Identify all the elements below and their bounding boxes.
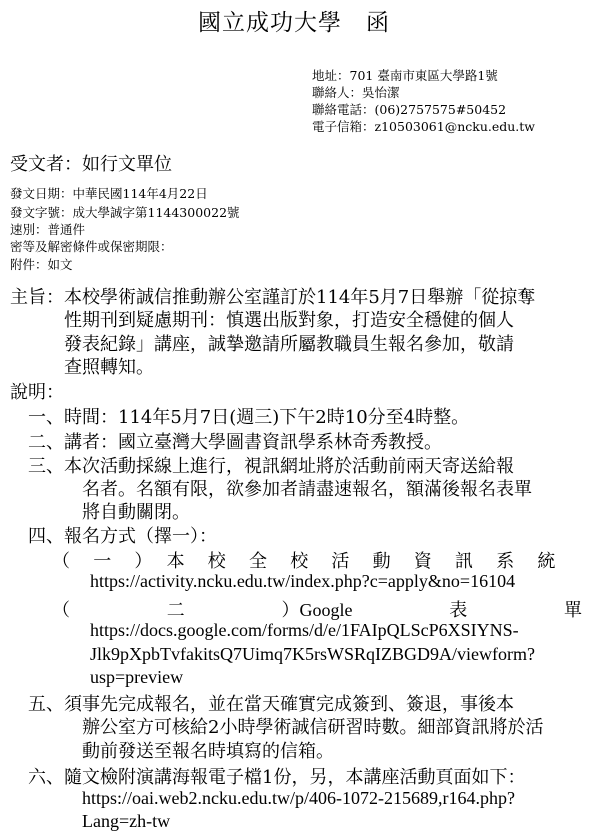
delivery-speed: 速別：普通件	[10, 222, 86, 237]
explanation-item-5-cont: 動前發送至報名時填寫的信箱。	[82, 741, 334, 762]
registration-link-2[interactable]: https://docs.google.com/forms/d/e/1FAIpQLScP6XSIYNS-	[90, 620, 519, 640]
registration-option-1: （ 一 ） 本 校 全 校 活 動 資 訊 系 統	[52, 551, 558, 572]
option-2-number: 二	[166, 600, 185, 621]
explanation-item-2: 二、講者：國立臺灣大學圖書資訊學系林奇秀教授。	[28, 432, 442, 453]
option-2-word: 表	[449, 600, 468, 621]
secrecy-level: 密等及解密條件或保密期限：	[10, 239, 173, 254]
explanation-item-3-cont: 將自動關閉。	[82, 502, 190, 523]
document-title: 國立成功大學 函	[198, 10, 390, 36]
option-2-google: ）Google	[281, 600, 353, 620]
contact-phone: 聯絡電話：(06)2757575#50452	[312, 102, 507, 117]
option-2-word: 單	[564, 600, 582, 621]
option-2-open-paren: （	[52, 600, 70, 621]
subject-line: 發表紀錄」講座，誠摯邀請所屬教職員生報名參加，敬請	[64, 334, 514, 355]
event-page-link[interactable]: https://oai.web2.ncku.edu.tw/p/406-1072-215689,r164.php?	[82, 788, 515, 808]
registration-option-2	[52, 596, 582, 622]
explanation-item-6: 六、隨文檢附演講海報電子檔1份，另，本講座活動頁面如下：	[28, 767, 526, 788]
registration-link-2[interactable]: Jlk9pXpbTvfakitsQ7Uimq7K5rsWSRqIZBGD9A/viewform?	[90, 644, 535, 664]
contact-person: 聯絡人：吳怡潔	[312, 85, 400, 100]
subject-line: 查照轉知。	[64, 357, 154, 378]
explanation-item-4: 四、報名方式（擇一）：	[28, 526, 217, 547]
attachment: 附件：如文	[10, 257, 73, 272]
explanation-item-5: 五、須事先完成報名，並在當天確實完成簽到、簽退，事後本	[28, 694, 514, 715]
issue-number: 發文字號：成大學誠字第1144300022號	[10, 205, 240, 220]
registration-link-2[interactable]: usp=preview	[90, 667, 184, 687]
contact-address: 地址：701 臺南市東區大學路1號	[312, 68, 498, 83]
issue-date: 發文日期：中華民國114年4月22日	[10, 186, 208, 201]
event-page-link[interactable]: Lang=zh-tw	[82, 811, 171, 831]
subject-line: 性期刊到疑慮期刊：慎選出版對象，打造安全穩健的個人	[64, 310, 514, 331]
explanation-item-1: 一、時間：114年5月7日(週三)下午2時10分至4時整。	[28, 407, 470, 428]
explanation-item-5-cont: 辦公室方可核給2小時學術誠信研習時數。細部資訊將於活	[82, 717, 544, 738]
contact-email: 電子信箱：z10503061@ncku.edu.tw	[312, 119, 536, 134]
explanation-item-3-cont: 名者。名額有限，欲參加者請盡速報名，額滿後報名表單	[82, 479, 532, 500]
explanation-label: 說明：	[10, 382, 64, 403]
explanation-item-3: 三、本次活動採線上進行，視訊網址將於活動前兩天寄送給報	[28, 456, 514, 477]
subject-label: 主旨：	[10, 287, 64, 308]
subject-line: 本校學術誠信推動辦公室謹訂於114年5月7日舉辦「從掠奪	[64, 287, 536, 308]
recipient: 受文者：如行文單位	[10, 154, 172, 175]
registration-link-1[interactable]: https://activity.ncku.edu.tw/index.php?c=apply&no=16104	[90, 571, 516, 591]
